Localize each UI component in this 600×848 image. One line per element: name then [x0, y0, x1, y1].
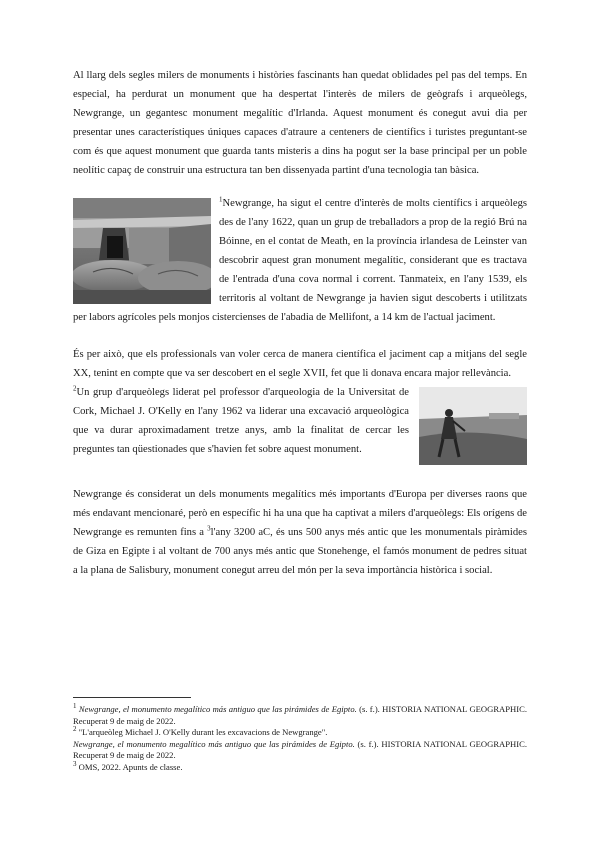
footnote-2-source: (s. f.). HISTORIA NATIONAL GEOGRAPHIC. Recuperat 9 de maig de 2022.: [73, 738, 527, 760]
footnote-2: $^2$ "L'arqueòleg Michael J. O'Kelly durant les excavacions de Newgrange". Newgrange, el monumento megalítico más antiguo que las pirámides de Egipto. (s. f.). HISTORIA NATIONAL GEOGRAPHIC. Recuperat 9 de maig de 2022.: [73, 725, 527, 760]
footnote-1-title: Newgrange, el monumento megalítico más antiguo que las pirámides de Egipto.: [78, 704, 357, 714]
footnote-1: $^1$ Newgrange, el monumento megalítico más antiguo que las pirámides de Egipto. (s. f.). HISTORIA NATIONAL GEOGRAPHIC. Recuperat 9 de maig de 2022.: [73, 702, 527, 726]
footnote-ref-3: 3: [207, 524, 211, 533]
footnote-2-title: Newgrange, el monumento megalítico más antiguo que las pirámides de Egipto.: [73, 738, 355, 749]
archaeologist-photo: [419, 387, 527, 465]
document-body: [73, 66, 527, 580]
newgrange-entrance-photo: [73, 198, 211, 304]
paragraph-origins-text-a: Newgrange és considerat un dels monuments megalítics més importants d'Europa per diverses raons que més endavant mencionaré, però en específic hi ha una que ha captivat a milers d'arqueòlegs: Els orígens de Newgrange es remunten fins a: [73, 489, 527, 538]
paragraph-scientific: És per això, que els professionals van voler cerca de manera científica el jaciment cap a mitjans del segle XX, tenint en compte que va ser descobert en el segle XVII, fet que li donava encara major rellevància.: [73, 349, 527, 379]
paragraph-origins-text-b: l'any 3200 aC, és uns 500 anys més antic que les monumentals piràmides de Giza en Egipte i al voltant de 700 anys més antic que Stonehenge, el famós monument de pedres situat a la plana de Salisbury, monument conegut arreu del món per la seva importància històrica i social.: [73, 527, 527, 576]
footnote-ref-1: 1: [219, 195, 223, 204]
paragraph-origins: [73, 485, 527, 580]
footnote-2-caption: "L'arqueòleg Michael J. O'Kelly durant les excavacions de Newgrange".: [78, 727, 328, 737]
footnote-ref-2: 2: [73, 384, 77, 393]
footnote-3-text: OMS, 2022. Apunts de classe.: [78, 761, 183, 772]
paragraph-intro: Al llarg dels segles milers de monuments i històries fascinants han quedat oblidades pel pas del temps. En especial, ha perdurat un monument que ha despertat l'interès de milers de geògrafs i arqueòlegs, Newgrange, un gegantesc monument megalític d'Irlanda. Aquest monument és conegut avui dia per presentar unes característiques úniques capaces d'atraure a centeners de científics i turistes preguntant-se com és que aquest monument que guarda tants misteris a dins ha pogut ser la base principal per un poble neolític capaç de construir una estructura tan ben dissenyada partint d'una tecnologia tan bàsica.: [73, 70, 527, 176]
footnote-separator: [73, 697, 191, 698]
footnote-3: $^3$ OMS, 2022. Apunts de classe.: [73, 759, 183, 772]
paragraph-discovery-text: Newgrange, ha sigut el centre d'interès de molts científics i arqueòlegs des de l'any 1622, quan un grup de treballadors a prop de la regió Brú na Bóinne, en el contat de Meath, en la província irlandesa de Leinster van descobrir aquest gran monument megalític, considerant que es tractava de l'entrada d'una cova normal i corrent. Tanmateix, en l'any 1539, els territoris al voltant de Newgrange ja havien sigut descoberts i utilitzats per labors agrícoles pels monjos cistercienses de l'abadia de Mellifont, a 14 km de l'actual jaciment.: [73, 198, 527, 323]
paragraph-excavation-text: Un grup d'arqueòlegs liderat pel professor d'arqueologia de la Universitat de Cork, Michael J. O'Kelly en l'any 1962 va liderar una excavació arqueològica que va durar aproximadament tretze anys, amb la finalitat de cercar les preguntes tan qüestionades que s'havien fet sobre aquest monument.: [73, 387, 409, 455]
footnotes: [73, 697, 527, 773]
footnote-1-source: (s. f.). HISTORIA NATIONAL GEOGRAPHIC. Recuperat 9 de maig de 2022.: [73, 704, 527, 726]
